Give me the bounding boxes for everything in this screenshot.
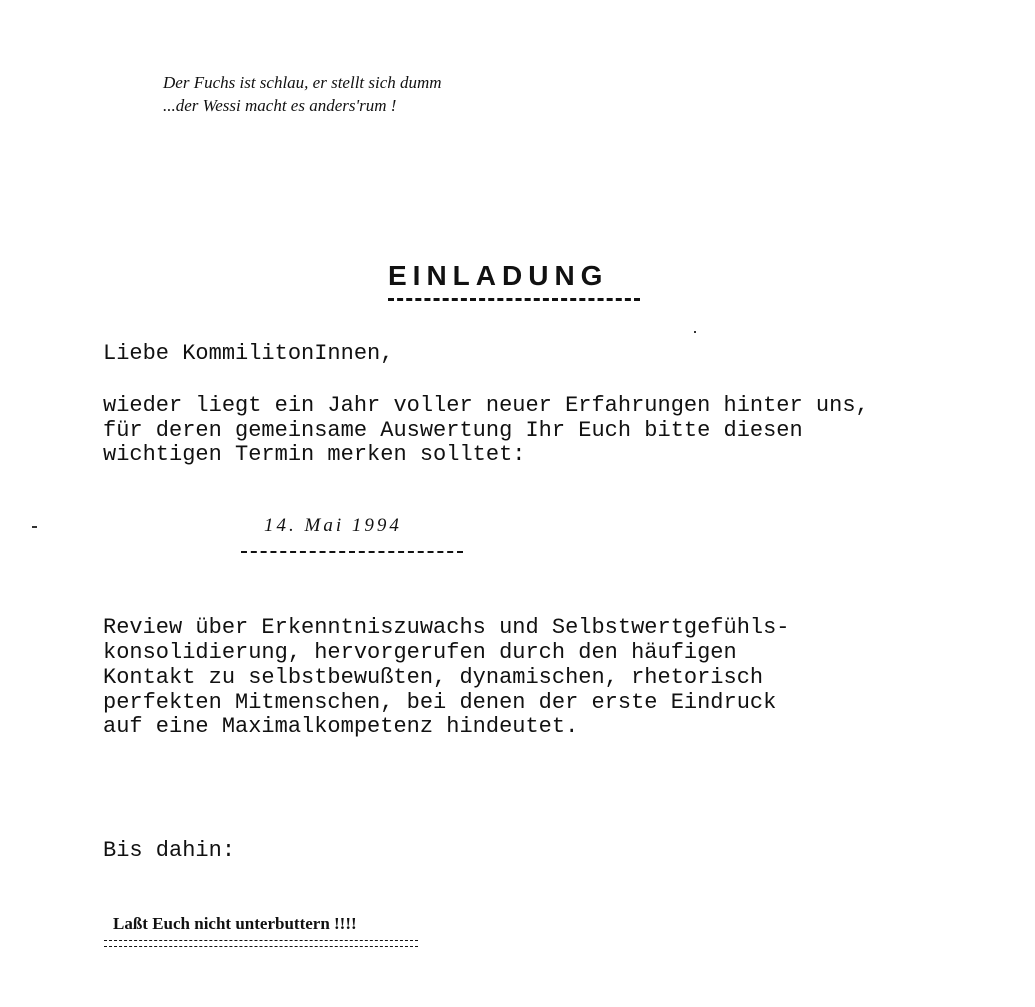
date-underline <box>241 551 463 553</box>
intro-line-1: wieder liegt ein Jahr voller neuer Erfahrungen hinter uns, <box>103 393 869 418</box>
title-underline <box>388 298 640 301</box>
body-line-1: Review über Erkenntniszuwachs und Selbstwertgefühls- <box>103 615 790 640</box>
scan-speck <box>32 526 37 528</box>
body-line-3: Kontakt zu selbstbewußten, dynamischen, rhetorisch <box>103 665 764 690</box>
body-line-4: perfekten Mitmenschen, bei denen der erste Eindruck <box>103 690 777 715</box>
salutation: Liebe KommilitonInnen, <box>103 341 394 366</box>
closing-double-underline <box>104 940 418 947</box>
intro-line-2: für deren gemeinsame Auswertung Ihr Euch bitte diesen <box>103 418 803 443</box>
closing-slogan: Laßt Euch nicht unterbuttern !!!! <box>113 914 357 933</box>
farewell: Bis dahin: <box>103 838 236 863</box>
body-line-5: auf eine Maximalkompetenz hindeutet. <box>103 714 579 739</box>
epigraph-line-2: ...der Wessi macht es anders'rum ! <box>163 96 397 115</box>
document-title: EINLADUNG <box>388 260 609 291</box>
event-date: 14. Mai 1994 <box>264 515 402 536</box>
body-line-2: konsolidierung, hervorgerufen durch den häufigen <box>103 640 737 665</box>
epigraph-line-1: Der Fuchs ist schlau, er stellt sich dumm <box>163 73 442 92</box>
intro-line-3: wichtigen Termin merken solltet: <box>103 442 526 467</box>
scan-speck <box>694 331 696 333</box>
